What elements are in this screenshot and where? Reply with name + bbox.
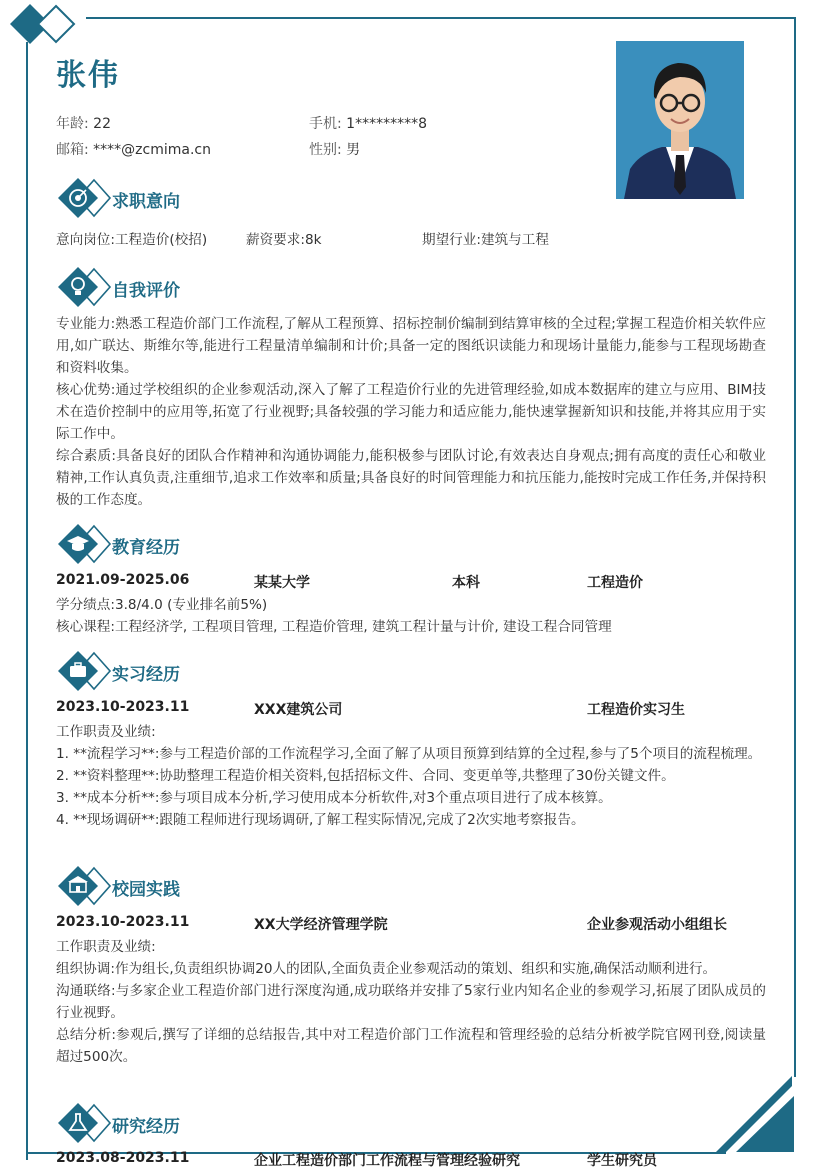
internship-period: 2023.10-2023.11 [56,699,190,715]
expected-industry: 期望行业:建筑与工程 [422,232,549,248]
frame-left-line [26,42,28,1160]
candidate-name: 张伟 [56,58,120,93]
duty-item: 2. **资料整理**:协助整理工程造价相关资料,包括招标文件、合同、变更单等,共整理了30份关键文件。 [56,768,675,784]
education-period: 2021.09-2025.06 [56,572,190,588]
graduation-cap-icon [58,522,106,566]
section-title: 自我评价 [112,281,180,301]
section-header-education [58,522,358,566]
target-icon [58,176,106,220]
duty-item: 沟通联络:与多家企业工程造价部门进行深度沟通,成功联络并安排了5家行业内知名企业的参观学习,拓展了团队成员的行业视野。 [56,983,766,1021]
duty-item: 总结分析:参观后,撰写了详细的总结报告,其中对工程造价部门工作流程和管理经验的总结分析被学院官网刊登,阅读量超过500次。 [56,1027,766,1065]
gpa-text: 学分绩点:3.8/4.0 (专业排名前5%) [56,597,268,613]
frame-right-line [794,17,796,1077]
frame-top-line [86,17,796,19]
organization-name: XX大学经济管理学院 [254,917,388,933]
intended-position: 意向岗位:工程造价(校招) [56,232,208,248]
briefcase-icon [58,649,106,693]
duty-item: 3. **成本分析**:参与项目成本分析,学习使用成本分析软件,对3个重点项目进行了成本核算。 [56,790,612,806]
duty-item: 组织协调:作为组长,负责组织协调20人的团队,全面负责企业参观活动的策划、组织和实施,确保活动顺利进行。 [56,961,717,977]
duty-item: 1. **流程学习**:参与工程造价部的工作流程学习,全面了解了从项目预算到结算的全过程,参与了5个项目的流程梳理。 [56,746,762,762]
campus-period: 2023.10-2023.11 [56,914,190,930]
gender-info: 性别: 男 [309,142,361,158]
research-period: 2023.08-2023.11 [56,1150,190,1166]
section-header-campus [58,864,358,908]
section-header-self-eval [58,265,358,309]
section-header-research [58,1101,358,1145]
section-header-internship [58,649,358,693]
degree: 本科 [452,575,480,591]
internship-duties [56,721,766,831]
internship-role: 工程造价实习生 [587,702,685,718]
phone-info: 手机: 1*********8 [309,116,427,132]
age-info: 年龄: 22 [56,116,111,132]
research-role: 学生研究员 [587,1153,657,1169]
internship-row [56,699,766,721]
flask-icon [58,1101,106,1145]
research-row [56,1150,766,1172]
duty-label: 工作职责及业绩: [56,724,156,740]
diamond-logo-icon [8,2,80,46]
company-name: XXX建筑公司 [254,702,343,718]
email-info: 邮箱: ****@zcmima.cn [56,142,211,158]
duty-label: 工作职责及业绩: [56,939,156,955]
campus-row [56,914,766,936]
salary-expectation: 薪资要求:8k [246,232,322,248]
section-header-objective [58,176,358,220]
lightbulb-icon [58,265,106,309]
duty-item: 4. **现场调研**:跟随工程师进行现场调研,了解工程实际情况,完成了2次实地考察报告。 [56,812,585,828]
self-eval-paragraph: 综合素质:具备良好的团队合作精神和沟通协调能力,能积极参与团队讨论,有效表达自身观点;拥有高度的责任心和敬业精神,工作认真负责,注重细节,追求工作效率和质量;具备良好的时间管理能力和抗压能力,能按时完成工作任务,并保持积极的工作态度。 [56,448,766,508]
campus-role: 企业参观活动小组组长 [587,917,727,933]
self-evaluation-text [56,313,766,511]
research-project: 企业工程造价部门工作流程与管理经验研究 [254,1153,520,1169]
profile-photo [616,41,744,199]
section-title: 教育经历 [112,538,180,558]
courses-text: 核心课程:工程经济学, 工程项目管理, 工程造价管理, 建筑工程计量与计价, 建设工程合同管理 [56,619,612,635]
corner-decoration-icon [712,1072,802,1160]
building-icon [58,864,106,908]
section-title: 求职意向 [112,192,180,212]
self-eval-paragraph: 专业能力:熟悉工程造价部门工作流程,了解从工程预算、招标控制价编制到结算审核的全过程;掌握工程造价相关软件应用,如广联达、斯维尔等,能进行工程量清单编制和计价;具备一定的图纸识读能力和现场计量能力,能参与工程现场勘查和资料收集。 [56,316,766,376]
education-row [56,572,766,594]
section-title: 研究经历 [112,1117,180,1137]
major: 工程造价 [587,575,643,591]
self-eval-paragraph: 核心优势:通过学校组织的企业参观活动,深入了解了工程造价行业的先进管理经验,如成本数据库的建立与应用、BIM技术在造价控制中的应用等,拓宽了行业视野;具备较强的学习能力和适应能力,能快速掌握新知识和技能,并将其应用于实际工作中。 [56,382,766,442]
section-title: 实习经历 [112,665,180,685]
campus-duties [56,936,766,1068]
section-title: 校园实践 [112,880,180,900]
school-name: 某某大学 [254,575,310,591]
